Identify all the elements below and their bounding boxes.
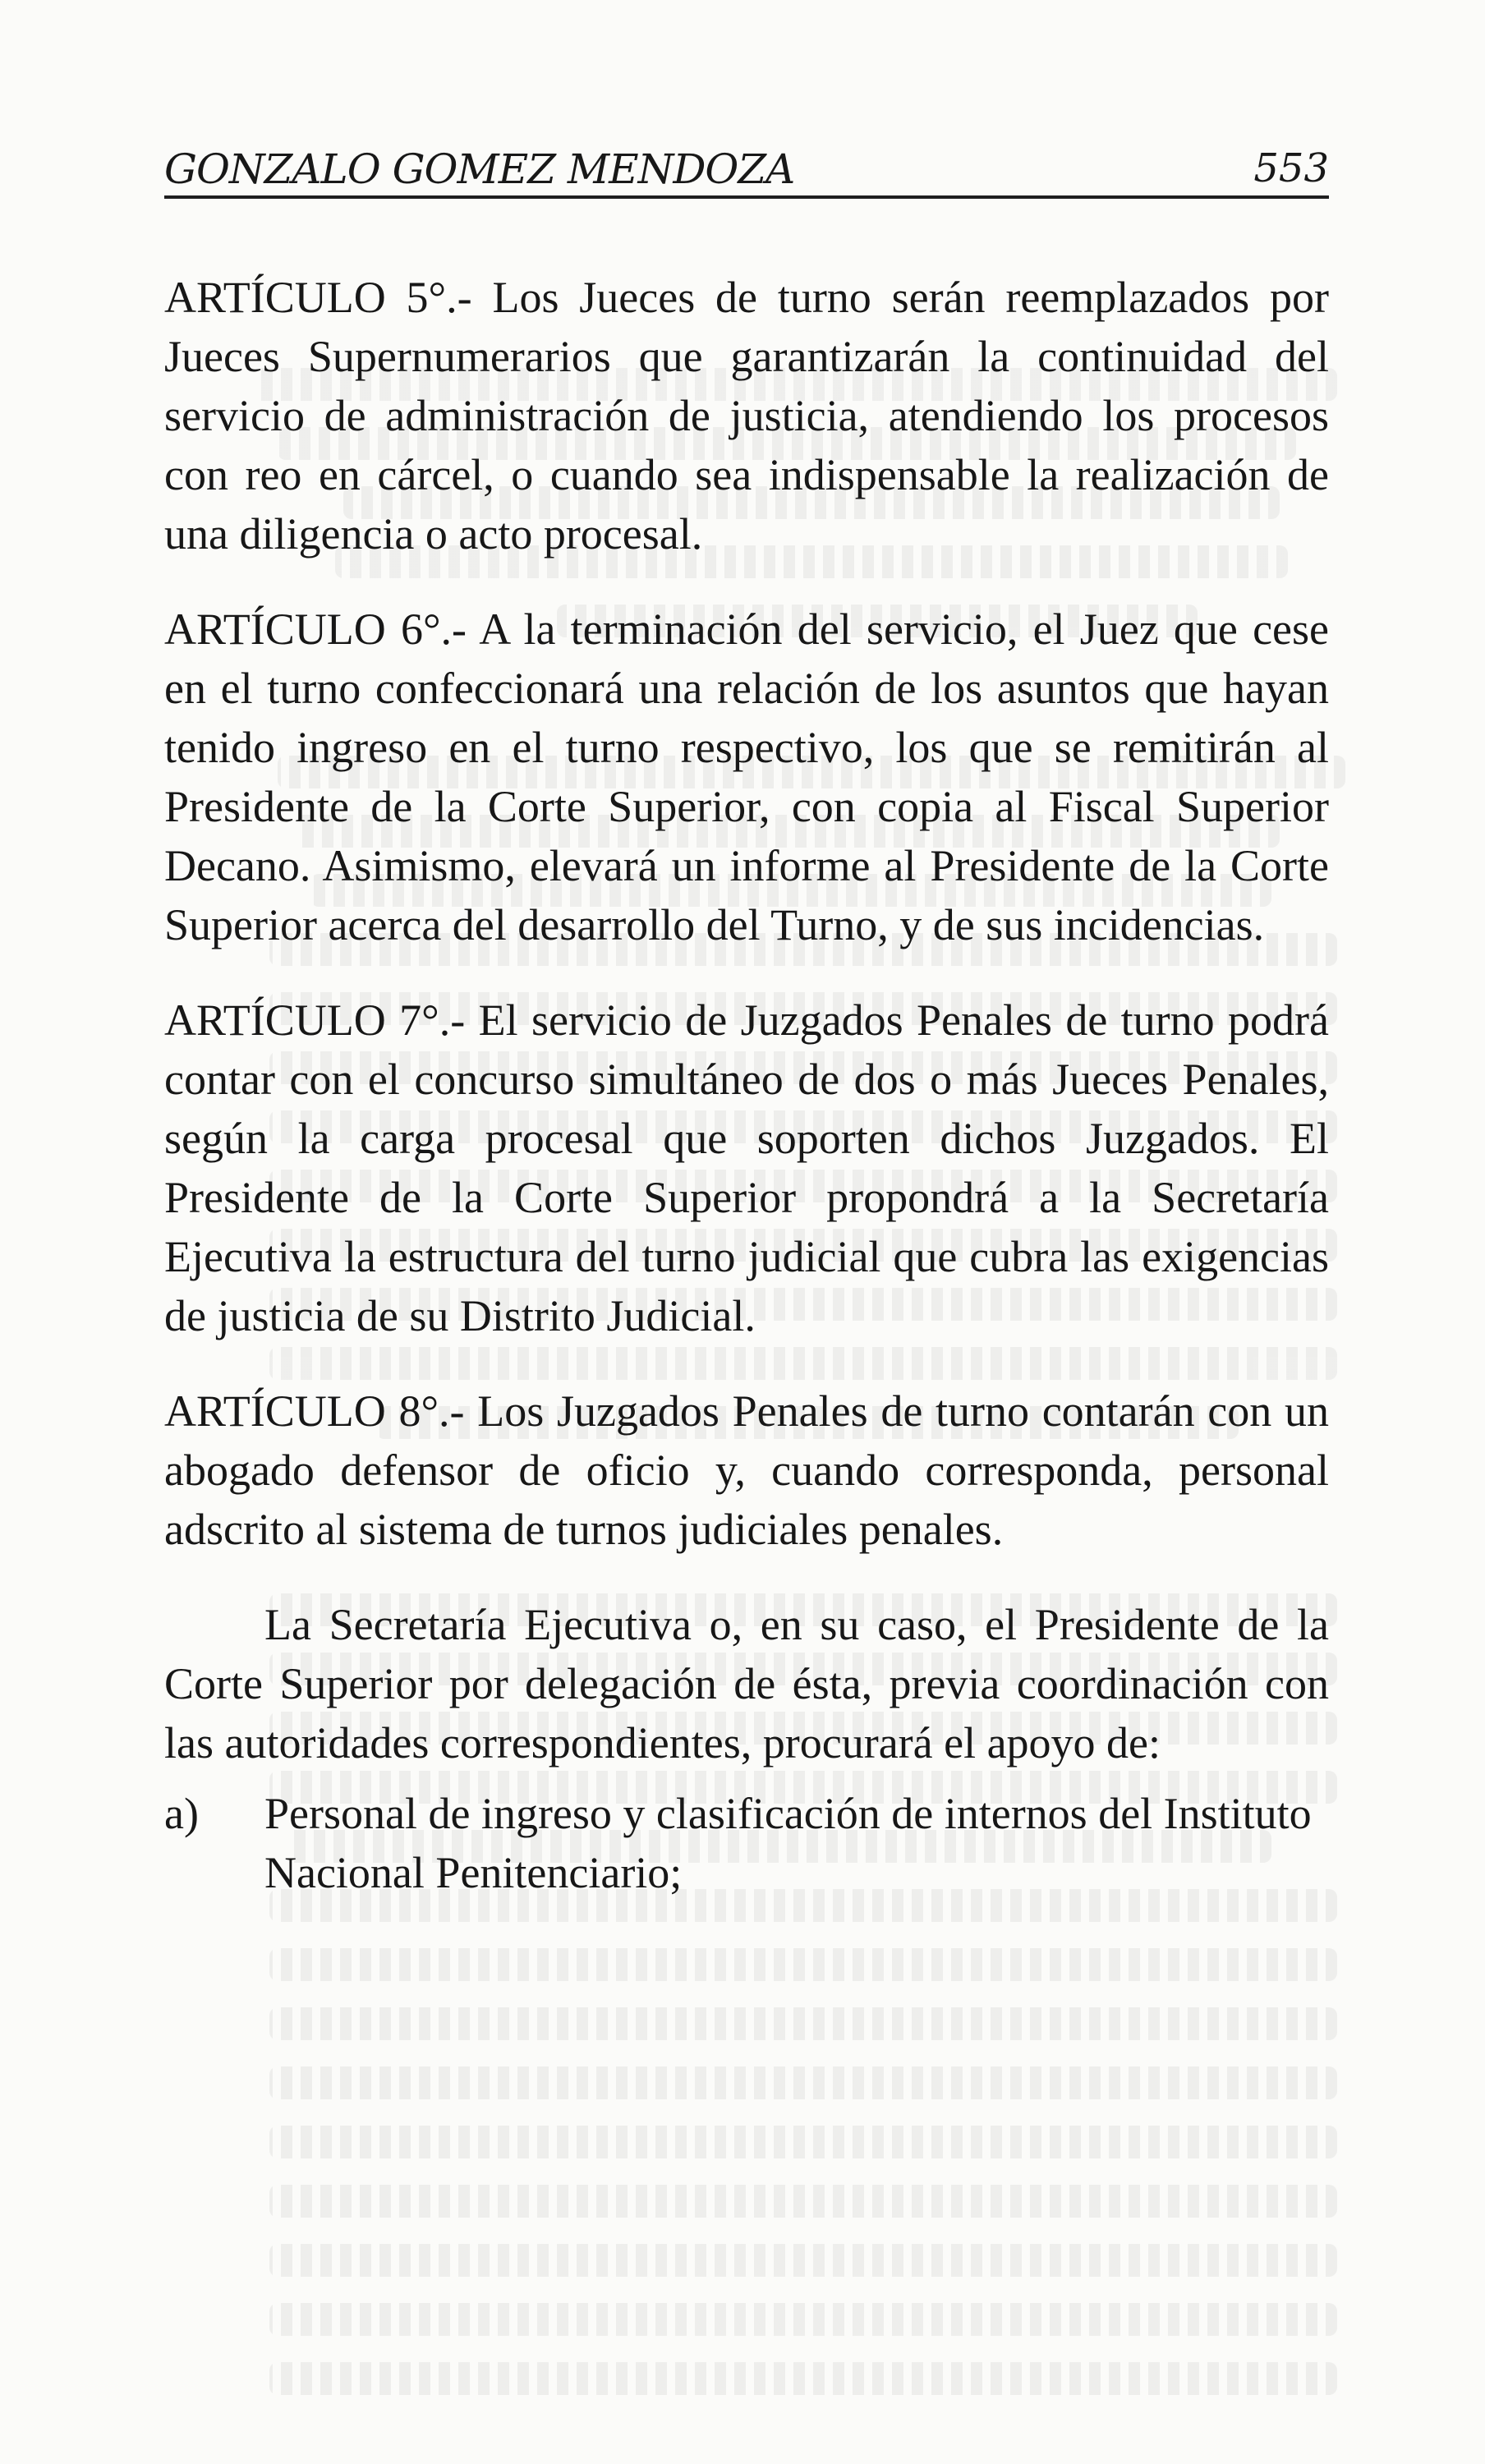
article-7-paragraph xyxy=(164,991,1329,1345)
article-6-text: A la terminación del servicio, el Juez que cese en el turno confeccionará una relación de los asuntos que hayan tenido ingreso en el turno respectivo, los que se remitirán al Presidente de la Corte Superior, con copia al Fiscal Superior Decano. Asimismo, elevará un informe al Presidente de la Corte Superior acerca del desarrollo del Turno, y de sus incidencias. xyxy=(164,605,1329,949)
article-6 xyxy=(164,600,1329,954)
article-8-text: Los Juzgados Penales de turno contarán con un abogado defensor de oficio y, cuando corresponda, personal adscrito al sistema de turnos judiciales penales. xyxy=(164,1386,1329,1554)
article-5-text: Los Jueces de turno serán reemplazados por Jueces Supernumerarios que garantizarán la continuidad del servicio de administración de justicia, atendiendo los procesos con reo en cárcel, o cuando sea indispensable la realización de una diligencia o acto procesal. xyxy=(164,273,1329,559)
article-8 xyxy=(164,1381,1329,1559)
list-item-text: Personal de ingreso y clasificación de internos del Instituto Nacional Penitenciario; xyxy=(264,1789,1312,1897)
article-6-paragraph xyxy=(164,600,1329,954)
article-6-title: ARTÍCULO 6°.- xyxy=(164,605,467,654)
article-8-paragraph xyxy=(164,1381,1329,1559)
article-7-text: El servicio de Juzgados Penales de turno podrá contar con el concurso simultáneo de dos o más Jueces Penales, según la carga procesal que soporten dichos Juzgados. El Presidente de la Corte Superior propondrá a la Secretaría Ejecutiva la estructura del turno judicial que cubra las exigencias de justicia de su Distrito Judicial. xyxy=(164,995,1329,1340)
article-8-title: ARTÍCULO 8°.- xyxy=(164,1386,465,1436)
running-head: GONZALO GOMEZ MENDOZA xyxy=(164,145,795,193)
header-rule xyxy=(164,195,1329,199)
body-paragraph: La Secretaría Ejecutiva o, en su caso, el Presidente de la Corte Superior por delegación de ésta, previa coordinación con las autoridades correspondientes, procurará el apoyo de: xyxy=(164,1600,1329,1768)
page-number: 553 xyxy=(1253,145,1329,191)
list-item-label: a) xyxy=(164,1789,199,1838)
article-5-title: ARTÍCULO 5°.- xyxy=(164,273,472,322)
article-5-paragraph xyxy=(164,268,1329,563)
article-7-title: ARTÍCULO 7°.- xyxy=(164,995,466,1045)
article-5 xyxy=(164,268,1329,563)
page-content xyxy=(164,268,1329,1902)
article-7 xyxy=(164,991,1329,1345)
page-header xyxy=(164,136,1329,201)
list-item xyxy=(164,1784,1329,1902)
